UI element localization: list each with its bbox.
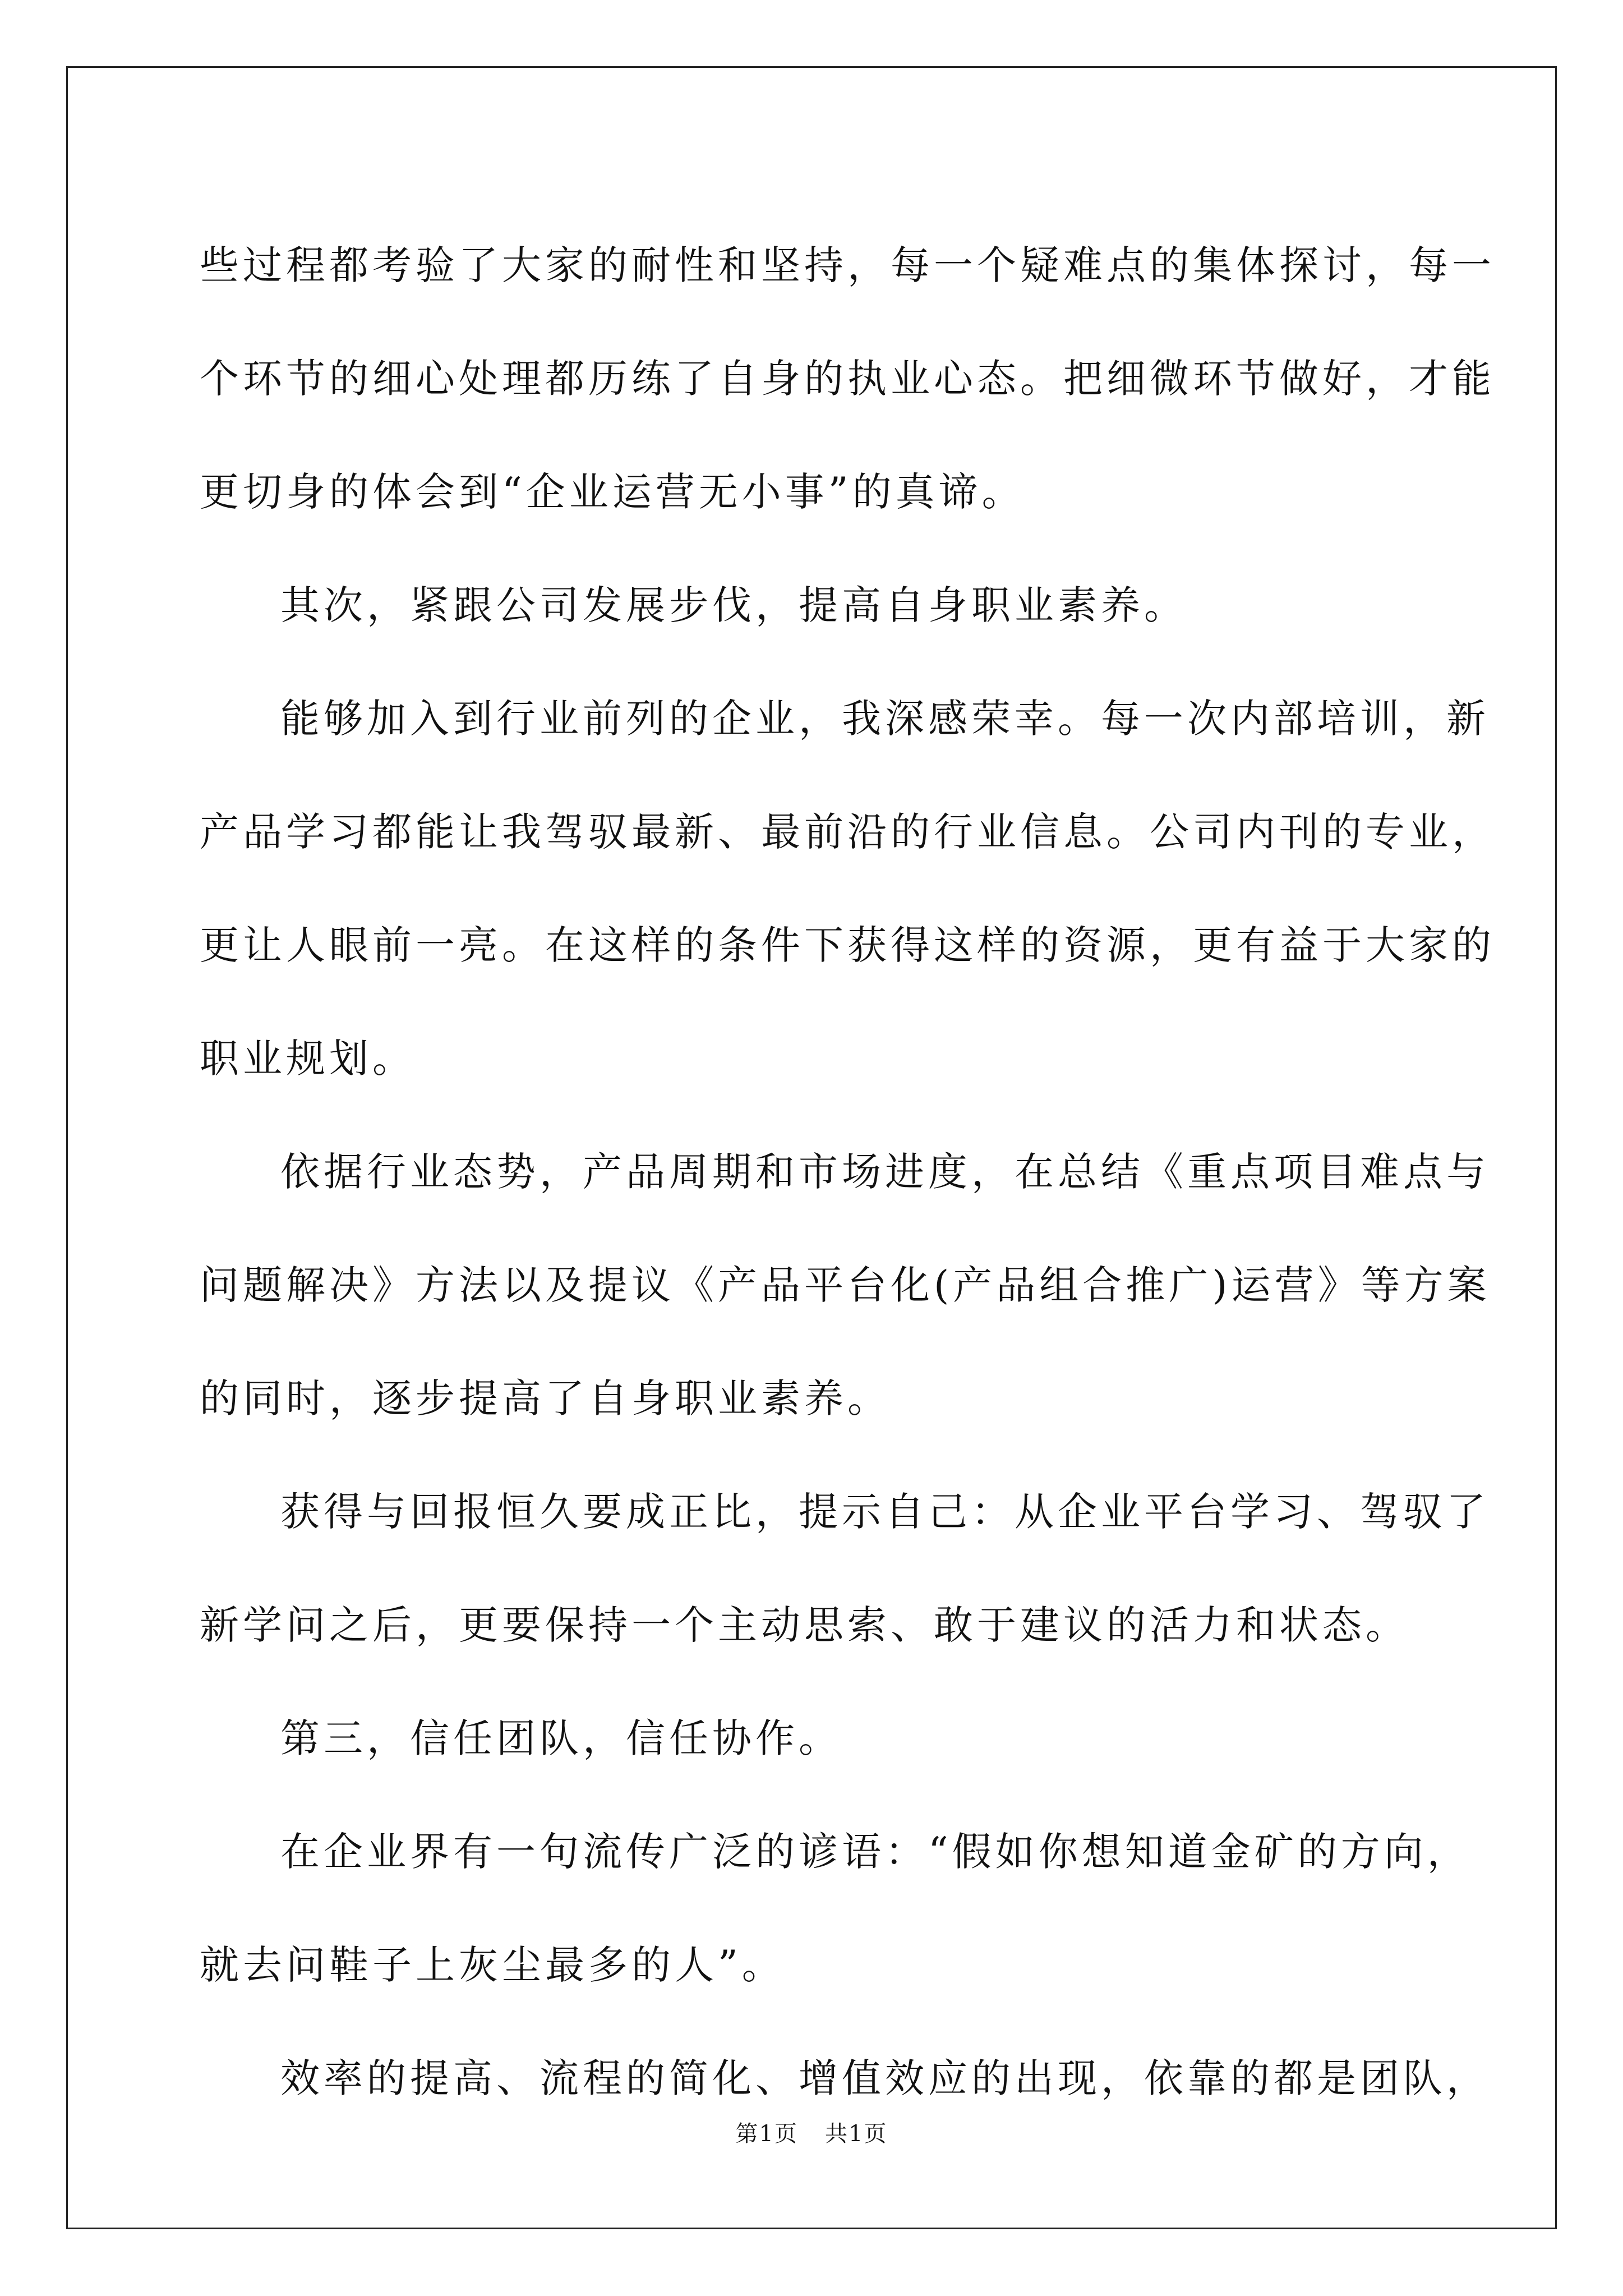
page-total: 共1页 (825, 2121, 888, 2147)
text-line: 新学问之后，更要保持一个主动思索、敢于建议的活力和状态。 (200, 1602, 1409, 1648)
text-line: 在企业界有一句流传广泛的谚语：“假如你想知道金矿的方向， (280, 1829, 1470, 1875)
text-line: 产品学习都能让我驾驭最新、最前沿的行业信息。公司内刊的专业， (200, 809, 1495, 855)
text-line: 个环节的细心处理都历练了自身的执业心态。把细微环节做好，才能 (200, 356, 1495, 402)
text-line: 更让人眼前一亮。在这样的条件下获得这样的资源，更有益于大家的 (200, 922, 1495, 968)
text-line: 些过程都考验了大家的耐性和坚持，每一个疑难点的集体探讨，每一 (200, 242, 1495, 288)
text-line: 依据行业态势，产品周期和市场进度，在总结《重点项目难点与 (280, 1149, 1490, 1195)
text-line: 更切身的体会到“企业运营无小事”的真谛。 (200, 469, 1025, 515)
page-number: 第1页 (735, 2121, 798, 2147)
paragraph-heading: 其次，紧跟公司发展步伐，提高自身职业素养。 (280, 582, 1187, 628)
text-line: 职业规划。 (200, 1036, 416, 1082)
text-line: 效率的提高、流程的简化、增值效应的出现，依靠的都是团队， (280, 2055, 1490, 2101)
document-body (200, 209, 1495, 2135)
paragraph-heading: 第三，信任团队，信任协作。 (280, 1715, 842, 1761)
text-line: 就去问鞋子上灰尘最多的人”。 (200, 1942, 785, 1988)
page-footer (0, 2116, 1623, 2148)
text-line: 能够加入到行业前列的企业，我深感荣幸。每一次内部培训，新 (280, 696, 1490, 742)
text-line: 的同时，逐步提高了自身职业素养。 (200, 1375, 891, 1421)
text-line: 问题解决》方法以及提议《产品平台化(产品组合推广)运营》等方案 (200, 1262, 1491, 1308)
text-line: 获得与回报恒久要成正比，提示自己：从企业平台学习、驾驭了 (280, 1489, 1490, 1535)
